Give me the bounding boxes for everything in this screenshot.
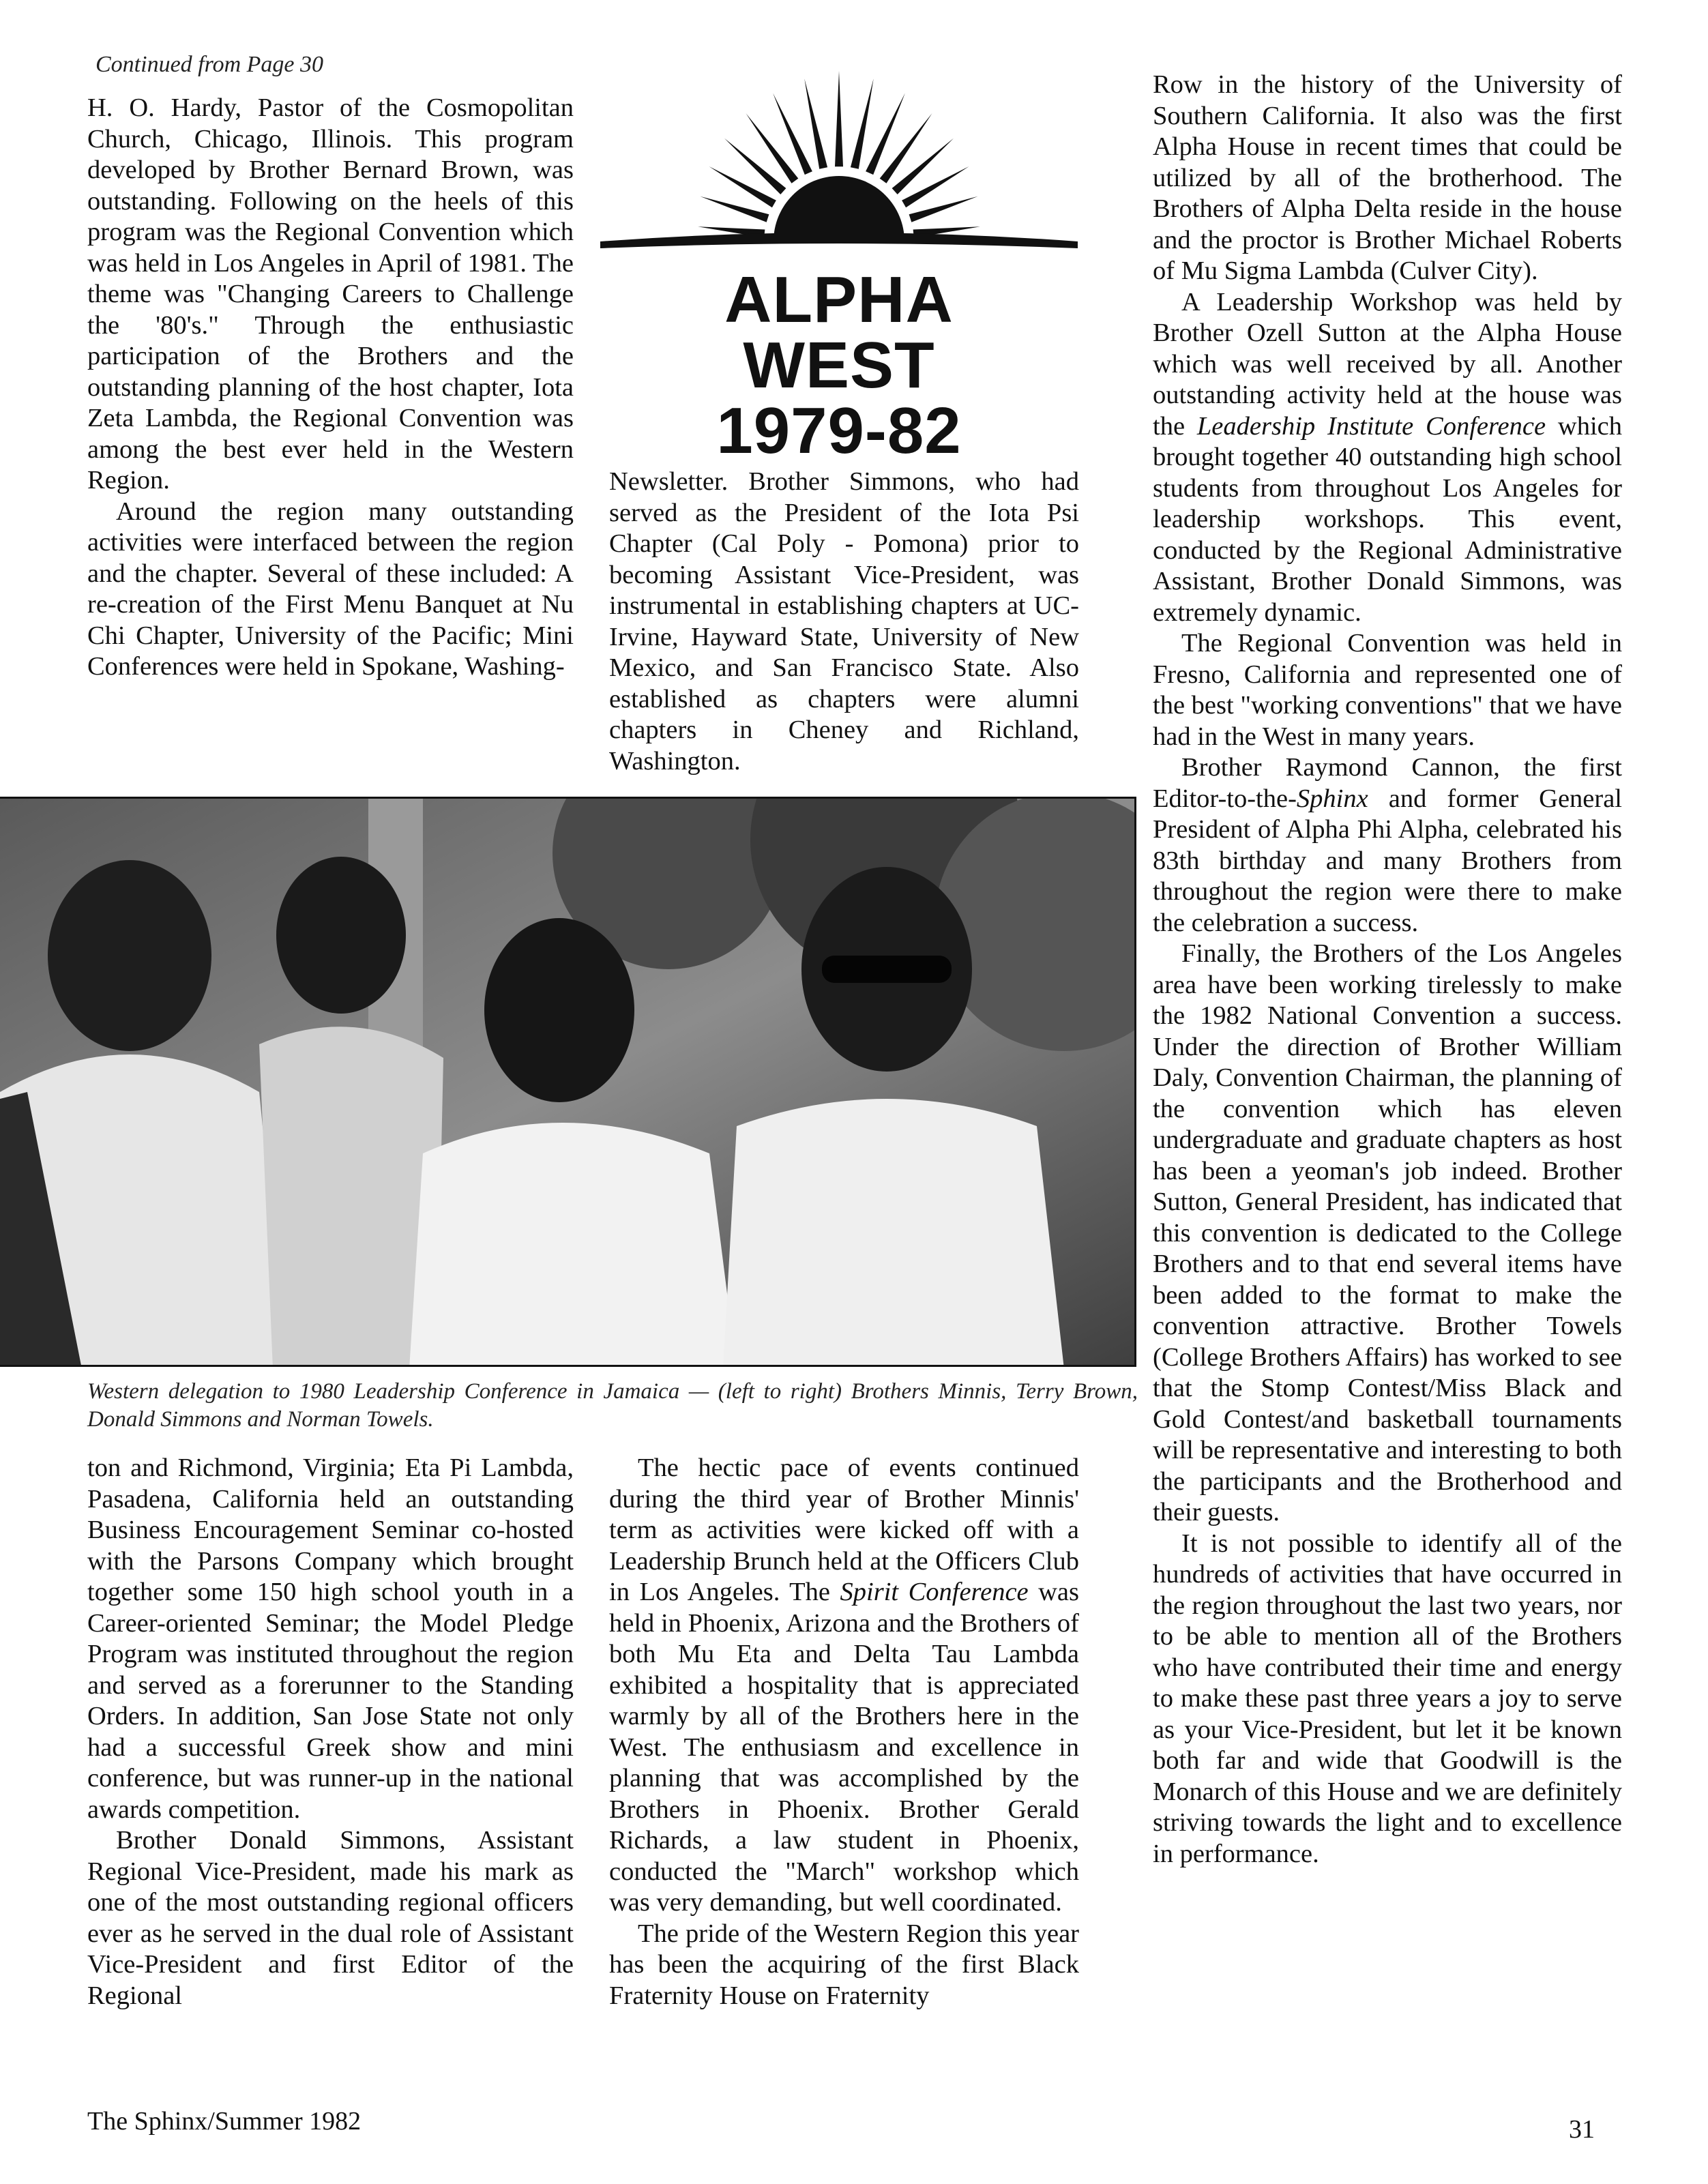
masthead-line: ALPHA: [724, 263, 954, 336]
sun-ray: [746, 113, 799, 183]
sun-ray: [851, 78, 874, 169]
paragraph: Newsletter. Brother Simmons, who had served as the President of the Iota Psi Chapter (Cal Poly - Pomona) prior to becoming Assistant Vice-President, was instrumental in establishing chapters at UC-Irvine, Hayward State, University of New Mexico, and San Francisco State. Also established as chapters were alumni chapters in Cheney and Richland, Washington.: [609, 467, 1079, 776]
photo-caption: Western delegation to 1980 Leadership Conference in Jamaica — (left to right) Brothers Minnis, Terry Brown, Donald Simmons and Norman Towels.: [87, 1379, 1138, 1432]
masthead-line: WEST: [743, 329, 935, 402]
group-photograph: [0, 797, 1136, 1367]
paragraph: Finally, the Brothers of the Los Angeles area have been working tirelessly to make the 1982 National Convention a success. Under the direction of Brother William Daly, Convention Chairman, the planning of the convention which has eleven undergraduate and graduate chapters as host has been a yeoman's job indeed. Brother Sutton, General President, has indicated that this convention is dedicated to the College Brothers and to that end several items have been added to the format to make the convention attractive. Brother Towels (College Brothers Affairs) has worked to see that the Stomp Contest/Miss Black and Gold Contest/and basketball tournaments will be representative and interesting to both the participants and the Brotherhood and their guests.: [1153, 939, 1622, 1526]
paragraph: H. O. Hardy, Pastor of the Cosmopolitan Church, Chicago, Illinois. This program developed by Brother Bernard Brown, was outstanding. Following on the heels of this program was the Regional Convention which was held in Los Angeles in April of 1981. The theme was "Changing Careers to Challenge the '80's." Through the enthusiastic participation of the Brothers and the outstanding planning of the host chapter, Iota Zeta Lambda, the Regional Convention was among the best ever held in the Western Region.: [87, 93, 574, 495]
alpha-west-masthead: [600, 263, 1078, 467]
paragraph: Brother Raymond Cannon, the first Editor-to-the-Sphinx and former General President of Alpha Phi Alpha, celebrated his 83th birthday and many Brothers from throughout the region were there to make the celebration a success.: [1153, 753, 1622, 937]
paragraph: The Regional Convention was held in Fresno, California and represented one of the best "working conventions" that we have had in the West in many years.: [1153, 629, 1622, 751]
photo-illustration: [0, 799, 1136, 1367]
column-2-top: [609, 467, 1079, 777]
sun-ray: [724, 138, 786, 194]
paragraph: Around the region many outstanding activities were interfaced between the region and the chapter. Several of these included: A re-creation of the First Menu Banquet at Nu Chi Chapter, University of the Pacific; Mini Conferences were held in Spokane, Washing-: [87, 497, 574, 681]
paragraph: It is not possible to identify all of the hundreds of activities that have occurred in the region throughout the last two years, nor to be able to mention all of the Brothers who have contributed their time and energy to make these past three years a joy to serve as your Vice-President, but let it be known both far and wide that Goodwill is the Monarch of this House and we are definitely striving towards the light and to excellence in performance.: [1153, 1529, 1622, 1868]
paragraph: The hectic pace of events continued during the third year of Brother Minnis' term as activities were kicked off with a Leadership Brunch held at the Officers Club in Los Angeles. The Spirit Conference was held in Phoenix, Arizona and the Brothers of both Mu Eta and Delta Tau Lambda exhibited a hospitality that is appreciated warmly by all of the Brothers here in the West. The enthusiasm and excellence in planning that was accomplished by the Brothers in Phoenix. Brother Gerald Richards, a law student in Phoenix, conducted the "March" workshop which was very demanding, but well coordinated.: [609, 1453, 1079, 1917]
sun-ray: [909, 196, 978, 222]
continued-from-note: Continued from Page 30: [95, 52, 323, 77]
paragraph: Row in the history of the University of Southern California. It also was the first Alpha House in recent times that could be utilized by all of the brotherhood. The Brothers of Alpha Delta reside in the house and the proctor is Brother Michael Roberts of Mu Sigma Lambda (Culver City).: [1153, 70, 1622, 285]
paragraph: A Leadership Workshop was held by Brother Ozell Sutton at the Alpha House which was well received by all. Another outstanding activity held at the house was the Leadership Institute Conference which brought together 40 outstanding high school students from throughout Los Angeles for leadership workshops. This event, conducted by the Regional Administrative Assistant, Brother Donald Simmons, was extremely dynamic.: [1153, 287, 1622, 627]
paragraph: Brother Donald Simmons, Assistant Regional Vice-President, made his mark as one of the most outstanding regional officers ever as he served in the dual role of Assistant Vice-President and first Editor of the Regional: [87, 1826, 574, 2010]
sun-ray: [880, 113, 932, 183]
column-1-bottom: [87, 1453, 574, 2011]
sunburst-logo: [600, 63, 1078, 288]
paragraph: The pride of the Western Region this year has been the acquiring of the first Black Fraternity House on Fraternity: [609, 1919, 1079, 2010]
masthead-line: 1979-82: [716, 394, 962, 467]
sun-ray: [835, 71, 843, 166]
paragraph: ton and Richmond, Virginia; Eta Pi Lambda, Pasadena, California held an outstanding Business Encouragement Seminar co-hosted with the Parsons Company which brought together some 150 high school youth in a Career-oriented Seminar; the Model Pledge Program was instituted throughout the region and served as a forerunner to the Standing Orders. In addition, San Jose State not only had a successful Greek show and mini conference, but was runner-up in the national awards competition.: [87, 1453, 574, 1824]
column-3: [1153, 70, 1622, 1870]
sun-ray: [701, 196, 769, 222]
page-number: 31: [1569, 2115, 1595, 2144]
sun-ray: [804, 78, 827, 169]
sun-ray: [892, 138, 954, 194]
column-1-top: [87, 93, 574, 683]
publication-footer: The Sphinx/Summer 1982: [87, 2107, 362, 2136]
column-2-bottom: [609, 1453, 1079, 2011]
